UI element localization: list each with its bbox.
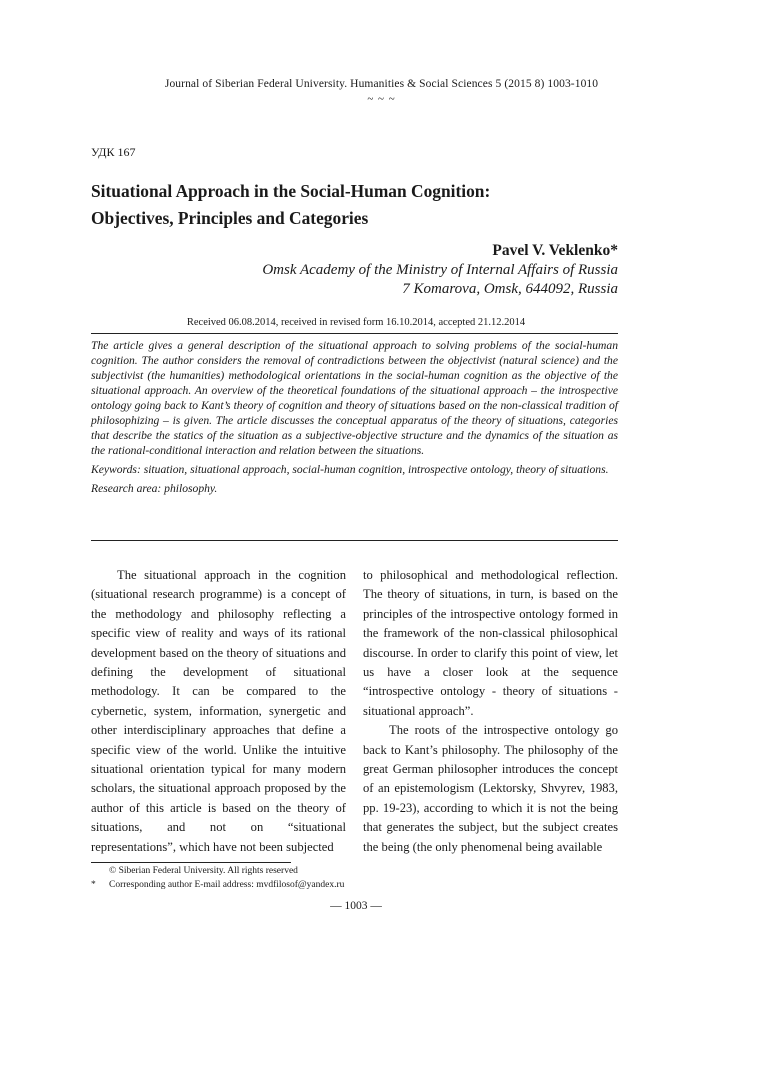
- affiliation-line-1: Omsk Academy of the Ministry of Internal Affairs of Russia: [262, 262, 618, 278]
- title-line-2: Objectives, Principles and Categories: [91, 208, 369, 228]
- author-name: Pavel V. Veklenko*: [492, 242, 618, 259]
- body-column-left: [91, 566, 346, 857]
- body-paragraph: to philosophical and methodological reflection. The theory of situations, in turn, is based on the principles of the introspective ontology formed in the framework of the non-classical philosophical discourse. In order to clarify this point of view, let us have a closer look at the sequence “introspective ontology - theory of situations - situational approach”.: [363, 568, 618, 718]
- page-number: — 1003 —: [330, 900, 382, 912]
- title-line-1: Situational Approach in the Social-Human Cognition:: [91, 181, 491, 201]
- research-area: Research area: philosophy.: [91, 482, 218, 495]
- keywords: Keywords: situation, situational approach, social-human cognition, introspective ontology, theory of situations.: [91, 463, 609, 476]
- footnote-rule: [91, 862, 291, 863]
- udk-code: УДК 167: [91, 145, 136, 159]
- abstract-bottom-rule: [91, 540, 618, 541]
- abstract: The article gives a general description of the situational approach to solving problems of the social-human cognition. The author considers the removal of contradictions between the objectivist (natural science) and the subjectivist (the humanities) methodological orientations in the social-human cognition as the objective of the situational approach. An overview of the theoretical foundations of the situational approach – the introspective ontology going back to Kant’s theory of cognition and theory of situations based on the non-classical tradition of philosophizing – is given. The article discusses the conceptual apparatus of the theory of situations, categories that describe the statics of the situation as a subjective-objective structure and the dynamics of the situation as the rational-conditional interaction and relation between the situations.: [91, 339, 618, 457]
- corresponding-text: Corresponding author E-mail address: mvdfilosof@yandex.ru: [109, 880, 345, 890]
- body-paragraph: The situational approach in the cognition (situational research programme) is a concept of the methodology and philosophy reflecting a specific view of reality and ways of its rational development based on the theory of situations and defining the development of situational methodology. It can be compared to the cybernetic, system, information, synergetic and other interdisciplinary approaches that define a specific view of the world. Unlike the intuitive situational orientation typical for many modern scholars, the situational approach proposed by the author of this article is based on the theory of situations, and not on “situational representations”, which have not been subjected: [91, 568, 346, 854]
- abstract-top-rule: [91, 333, 618, 334]
- header-separator: ~ ~ ~: [367, 93, 396, 105]
- received-dates: Received 06.08.2014, received in revised form 16.10.2014, accepted 21.12.2014: [186, 317, 526, 328]
- body-column-right: [363, 566, 618, 857]
- footnote-corresponding: [91, 880, 344, 890]
- journal-header: Journal of Siberian Federal University. Humanities & Social Sciences 5 (2015 8) 1003-1010: [164, 78, 599, 90]
- abstract-block: [91, 338, 618, 500]
- article-title: [91, 178, 631, 232]
- affiliation-line-2: 7 Komarova, Omsk, 644092, Russia: [402, 281, 618, 297]
- copyright-text: © Siberian Federal University. All rights reserved: [109, 866, 298, 876]
- body-paragraph: The roots of the introspective ontology go back to Kant’s philosophy. The philosophy of the great German philosopher introduces the concept of an epistemologism (Lektorsky, Shvyrev, 1983, pp. 19-23), according to which it is not the being that generates the subject, but the subject creates the being (the only phenomenal being available: [363, 723, 618, 854]
- footnote-copyright: [91, 866, 298, 876]
- footnote-mark: *: [91, 880, 96, 890]
